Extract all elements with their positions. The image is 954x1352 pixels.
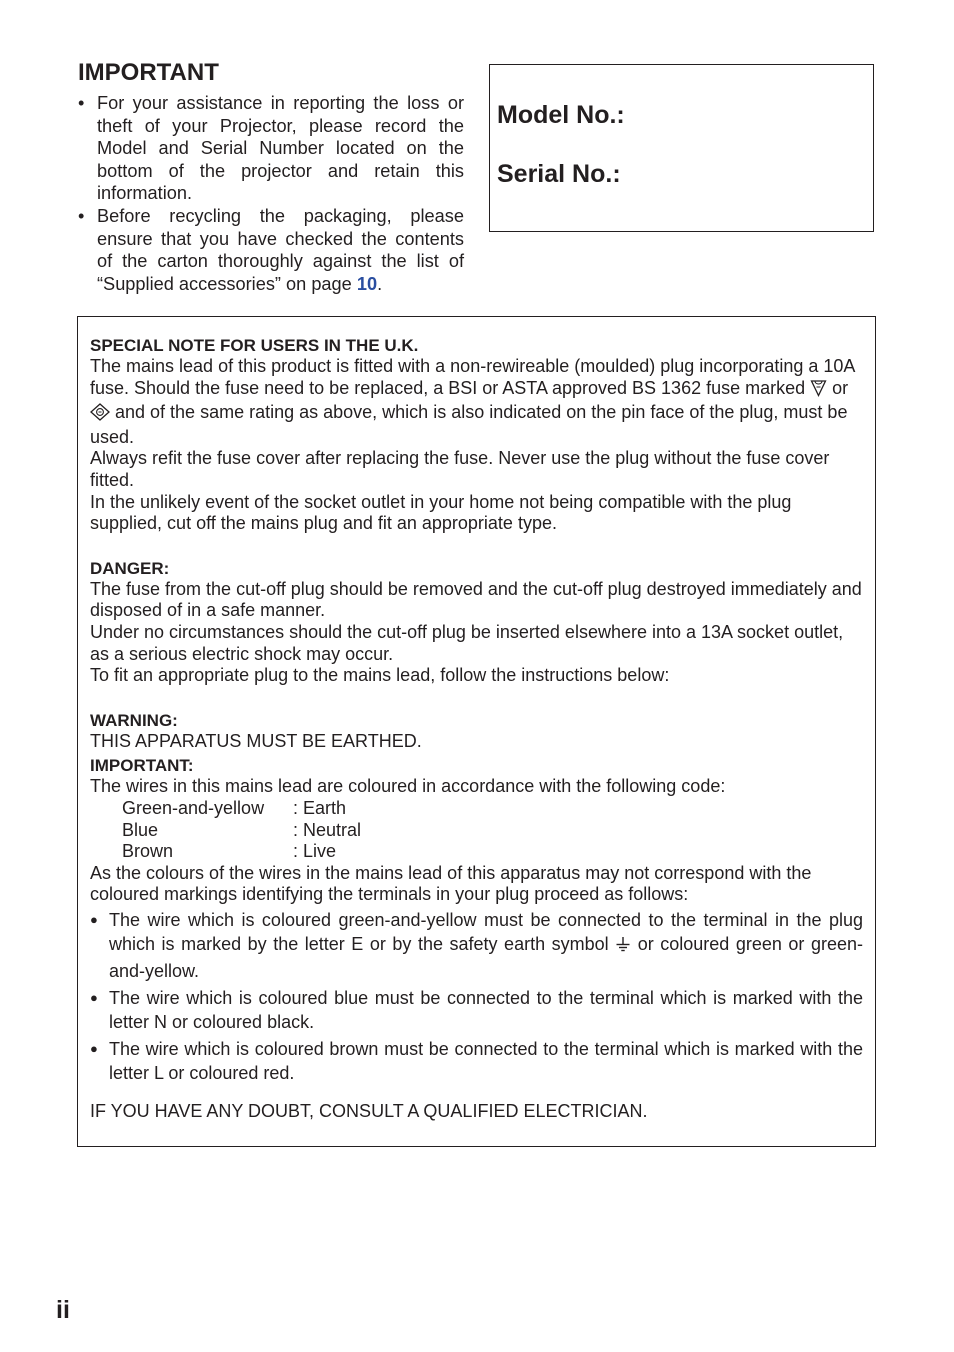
wire-meaning: : Neutral	[293, 819, 362, 840]
important-heading: IMPORTANT:	[90, 756, 194, 776]
warning-heading: WARNING:	[90, 710, 178, 730]
important-title: IMPORTANT	[78, 59, 219, 86]
danger-paragraph: To fit an appropriate plug to the mains lead, follow the instructions below:	[90, 665, 670, 686]
bsi-kitemark-icon	[90, 403, 110, 427]
important-section	[78, 58, 464, 295]
wire-colour: Brown	[122, 841, 174, 862]
text: or coloured green or green-and-yellow.	[109, 933, 863, 981]
earth-symbol-icon	[615, 935, 631, 959]
danger-heading: DANGER:	[90, 558, 170, 578]
important-bullet-record	[78, 92, 464, 205]
wiring-rule-live: ● The wire which is coloured brown must be connected to the terminal which is marked with the letter L or coloured red.	[90, 1037, 863, 1085]
danger-paragraph: Under no circumstances should the cut-off plug be inserted elsewhere into a 13A socket outlet, as a serious electric shock may occur.	[90, 621, 844, 664]
uk-note-paragraph: In the unlikely event of the socket outlet in your home not being compatible with the plug supplied, cut off the mains plug and fit an appropriate type.	[90, 491, 792, 534]
page-reference-link[interactable]: 10	[356, 273, 378, 294]
wiring-rule-neutral: ● The wire which is coloured blue must be connected to the terminal which is marked with the letter N or coloured black.	[90, 986, 863, 1034]
wire-colour: Blue	[122, 819, 159, 840]
closing-advice: IF YOU HAVE ANY DOUBT, CONSULT A QUALIFIED ELECTRICIAN.	[90, 1100, 648, 1121]
important-bullet-recycling	[78, 205, 464, 295]
wire-meaning: : Live	[293, 841, 337, 862]
uk-note-paragraph	[90, 356, 863, 448]
wire-meaning: : Earth	[293, 797, 347, 818]
asta-mark-icon	[810, 379, 827, 403]
wire-code-row	[122, 798, 863, 820]
wire-code-row	[122, 841, 863, 863]
model-number-label: Model No.:	[497, 101, 625, 129]
uk-note-paragraph: Always refit the fuse cover after replacing the fuse. Never use the plug without the fuse cover fitted.	[90, 448, 830, 490]
wire-code-intro: The wires in this mains lead are coloured in accordance with the following code:	[90, 776, 726, 797]
bullet-text: Before recycling the packaging, please ensure that you have checked the contents of the carton thoroughly against the list of “Supplied accessories” on page	[97, 205, 464, 294]
serial-number-label: Serial No.:	[497, 160, 621, 188]
colours-note: As the colours of the wires in the mains lead of this apparatus may not correspond with the coloured markings identifying the terminals in your plug proceed as follows:	[90, 862, 812, 905]
bullet-text: For your assistance in reporting the loss or theft of your Projector, please record the Model and Serial Number located on the bottom of the projector and retain this information.	[97, 93, 464, 204]
record-box	[489, 64, 874, 232]
wire-colour: Green-and-yellow	[122, 797, 265, 818]
text: or	[827, 377, 849, 398]
wiring-rule-earth	[90, 908, 863, 983]
important-bullets	[78, 92, 464, 295]
text: and of the same rating as above, which is also indicated on the pin face of the plug, must be used.	[90, 402, 848, 447]
wire-code-table	[122, 798, 863, 863]
danger-paragraph: The fuse from the cut-off plug should be removed and the cut-off plug destroyed immediately and disposed of in a safe manner.	[90, 578, 862, 621]
bullet-text-end: .	[377, 273, 383, 294]
text: The mains lead of this product is fitted with a non-rewireable (moulded) plug incorporating a 10A fuse. Should the fuse need to be replaced, a BSI or ASTA approved BS 1362 fuse marked	[90, 356, 855, 398]
wire-code-row	[122, 820, 863, 842]
page-number: ii	[56, 1296, 70, 1324]
uk-note-box	[77, 316, 876, 1147]
text: The wire which is coloured green-and-yellow must be connected to the terminal in the plug which is marked by the letter E or by the safety earth symbol	[109, 909, 863, 954]
wiring-rules	[90, 908, 863, 1085]
warning-text: THIS APPARATUS MUST BE EARTHED.	[90, 730, 422, 751]
uk-note-heading: SPECIAL NOTE FOR USERS IN THE U.K.	[90, 336, 419, 355]
